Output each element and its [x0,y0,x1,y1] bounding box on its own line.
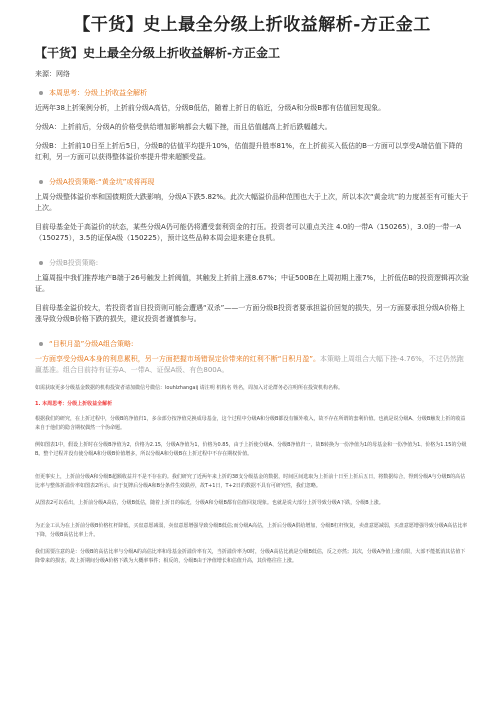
paragraph: 目前母基金处于高溢价的状态，某些分级A仍可能仍将遭受套利资金的打压。投资者可以重点关注 4.0的一带A（150265），3.0的一带一A（150275），3.5的证保A级（150225），预计这些品种本周会迎来建仓良机。 [35,223,462,242]
article-title: 【干货】史上最全分级上折收益解析-方正金工 [35,46,280,60]
paragraph: 近两年38上折案例分析，上折前分级A高估，分级B低估，随着上折日的临近，分级A和分级B都有估值回复现象。 [35,104,386,112]
section-heading-b-strategy [35,258,469,268]
section-heading-weekly-thought [35,88,469,98]
section-heading-a-strategy [35,177,469,187]
detail-paragraph: 我们需要注意的是：分级B的高估比率与分级A的高估比率和母基金折溢价率有关，当折溢价率为0时，分级A高估比就是分级B低估，反之亦然；其次，分级A净值上涨有限，大部不能抵消其估值下降带来的损害，故上折期间分级A价格下跌为大概率事件；相反的，分级B由于净值增长和估值升高，其价格往往上涨。 [35,549,466,564]
paragraph: 上篇周报中我们推荐地产B端于26号触发上折阀值，其触发上折前上涨8.67%；中证500B在上周初期上涨7%，上折低估B的投资逻辑再次验证。 [35,274,470,293]
bullet-icon [39,180,43,184]
paragraph-text: 本策略上周组合大幅下挫-4.76%，不过仍然跑赢基准。组合目前持有证券A、一带A、证保A级、有色800A。 [35,355,464,374]
paragraph: 分级B：上折前10日至上折后5日，分级B的估值平均提升10%，估值提升胜率81%，在上折前买入低估的B一方面可以享受A端估值下降的红利，另一方面可以获得整体溢价率提升带来超额受益。 [35,142,463,161]
detail-paragraph: 为正金工认为在上折前分级B价格杠杆降低，买盘意愿减弱，卖盘意愿增强导致分级B低估;而分级A高估，上折后分级A供给增加，分级B杠杆恢复，卖盘意愿减弱，买盘意愿增强导致分级A高估比率下降，分级B高估比率上升。 [35,523,468,538]
source-line: 来源：网络 [35,70,70,78]
paragraph [35,354,469,376]
notice-text: 如需获取更多分级基金数据的机构投资者请加微信号微信：louhlzhangaij 请注明 机构名 姓名，周加入讨论群务必注明所在投资机构名称。 [35,385,343,391]
detail-paragraph: 但更事实上，上折前分级A和分级B超额收益并不是不存在的。我们研究了近两年来上折的38支分级基金的数据，时间区间选取为上折前十日至上折后五日，将数据综合，得到分级A与分级B的高估比率与整体折溢价率如图表2所示。由于复牌后分级A和B分条件生效跌停，故T+1日，T+2日的数据不具有可研究性，我们忽略。 [35,474,466,489]
bullet-icon [39,91,43,95]
bullet-icon [39,342,43,346]
paragraph: 上周分级整体溢价率和国债期货大跌影响，分级A下跌5.82%。此次大幅溢价品种范围也大于上次，所以本次“黄金坑”的力度甚至有可能大于上次。 [35,193,469,212]
section-heading-portfolio [35,339,469,349]
section-heading-text: “目积月盈”分级A组合策略: [49,340,134,348]
bullet-icon [39,261,43,265]
detail-paragraph: 根据我们的研究，在上折过程中，分级B的净值归1，多余部分按净值兑换成母基金，这个过程中分级A和分级B都没有额外收入，故不存在所谓的套利价值。也就是说分级A、分级B触发上折的收益来自于他们的隐含期权偶然一个伪命题。 [35,416,466,431]
detail-paragraph: 例如图表1中，假设上折时在分级B净值为2，价格为2.15，分级A净值为1，价格为0.85，由于上折使分级A、分级B净值归一，故B转换为一份净值为1的母基金和一份净值为1、价格为1.15的分级B。整个过程并没有使分级A和分级B价值增多，所以分级A和分级B在上折过程中不存在期权价值。 [35,442,467,457]
detail-paragraph: 从图表2可以看出，上折前分级A高估，分级B低估，随着上折日的临近，分级A和分级B都有估值回复现象。也就是说大部分上折导致分级A下跌，分级B上涨。 [35,500,384,506]
paragraph: 分级A：上折前后，分级A的价格受供给增加影响都会大幅下挫，而且估值越高上折后跌幅越大。 [35,123,332,131]
section-heading-text: 本周思考：分级上折收益全解析 [49,89,147,97]
highlight-text: 一方面享受分级A本身的利息累积，另一方面把握市场错误定价带来的红利不断“日积月盈”。 [35,355,321,363]
page-title: 【干货】史上最全分级上折收益解析-方正金工 [73,15,431,35]
section-heading-text: 分级A投资策略:“黄金坑”或将再现 [49,178,155,186]
detail-section-title: 1. 本周思考：分级上折收益全解析 [35,401,113,407]
article-content [0,44,504,566]
section-heading-text: 分级B投资策略: [49,259,99,267]
paragraph: 目前母基金溢价较大，若投资者盲目投资则可能会遭遇“双杀”——一方面分级B投资者要承担溢价回复的损失，另一方面要承担分级A价格上涨导致分级B价格下跌的损失，建议投资者谨慎参与。 [35,304,465,323]
